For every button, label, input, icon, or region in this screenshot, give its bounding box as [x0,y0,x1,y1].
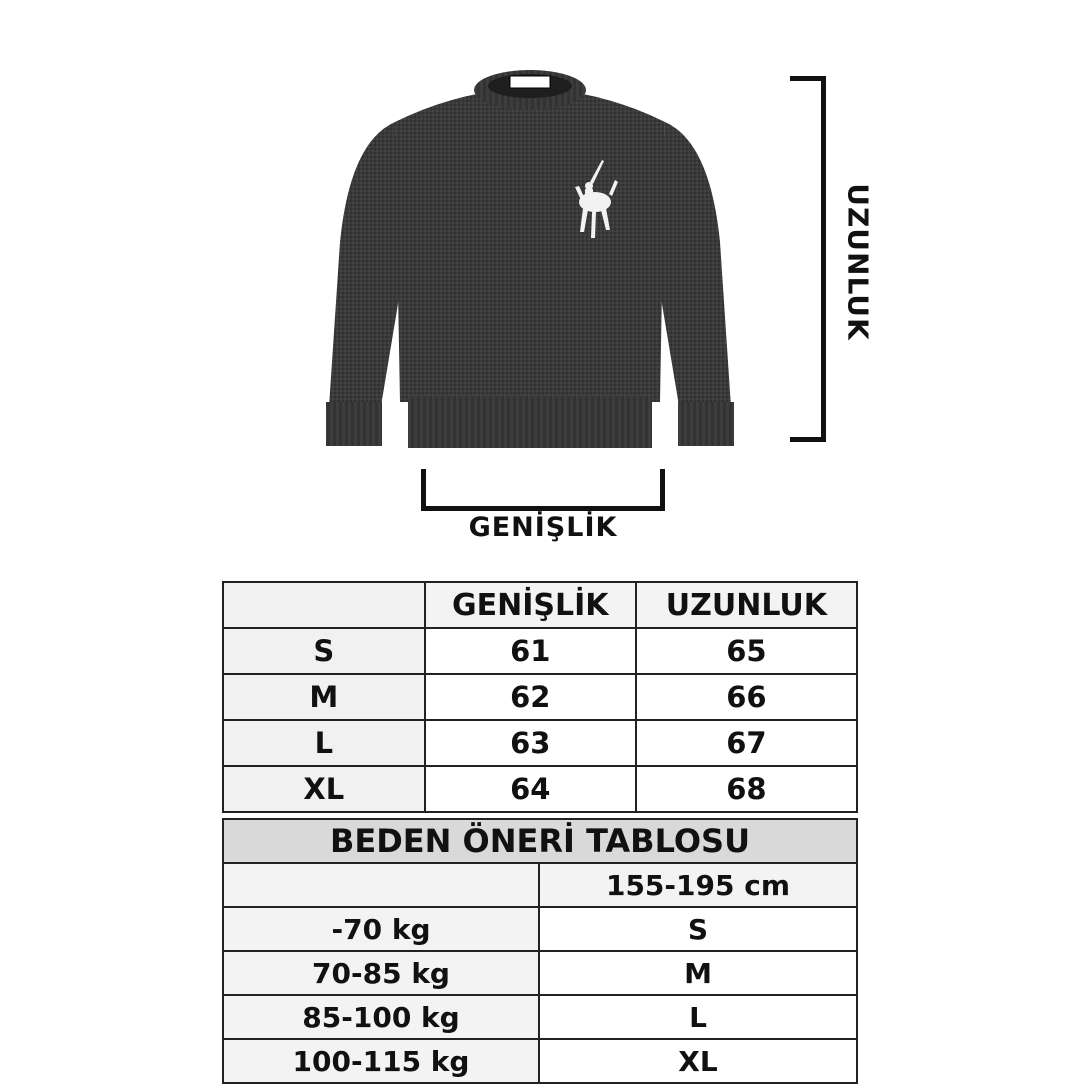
recommendation-header-empty [223,863,539,907]
weight-cell: -70 kg [223,907,539,951]
recommendation-title-row [223,819,857,863]
sweater-body [395,88,665,402]
size-cell: L [223,720,425,766]
recommended-size-cell: L [539,995,857,1039]
recommended-size-cell: S [539,907,857,951]
table-row [223,766,857,812]
width-bracket [421,469,665,511]
width-cell: 64 [425,766,636,812]
length-cell: 65 [636,628,857,674]
length-cell: 67 [636,720,857,766]
size-table-header-width: GENİŞLİK [425,582,636,628]
width-cell: 62 [425,674,636,720]
table-row [223,1039,857,1083]
recommended-size-cell: M [539,951,857,995]
size-cell: S [223,628,425,674]
size-cell: M [223,674,425,720]
table-row [223,995,857,1039]
length-bracket [790,76,826,442]
weight-cell: 100-115 kg [223,1039,539,1083]
table-row [223,907,857,951]
size-measurement-table [222,581,858,813]
weight-cell: 70-85 kg [223,951,539,995]
length-cell: 66 [636,674,857,720]
product-image [300,62,760,462]
size-table-header-row [223,582,857,628]
length-label: UZUNLUK [841,183,875,341]
recommendation-title: BEDEN ÖNERİ TABLOSU [223,819,857,863]
left-sleeve [328,122,400,424]
size-recommendation-table [222,818,858,1084]
width-cell: 61 [425,628,636,674]
table-row [223,628,857,674]
right-sleeve [660,122,732,424]
table-row [223,674,857,720]
width-cell: 63 [425,720,636,766]
weight-cell: 85-100 kg [223,995,539,1039]
size-cell: XL [223,766,425,812]
table-row [223,720,857,766]
recommended-size-cell: XL [539,1039,857,1083]
length-cell: 68 [636,766,857,812]
width-label: GENİŞLİK [468,512,618,543]
height-range-header: 155-195 cm [539,863,857,907]
size-table-header-length: UZUNLUK [636,582,857,628]
table-row [223,951,857,995]
recommendation-header-row [223,863,857,907]
size-table-header-empty [223,582,425,628]
